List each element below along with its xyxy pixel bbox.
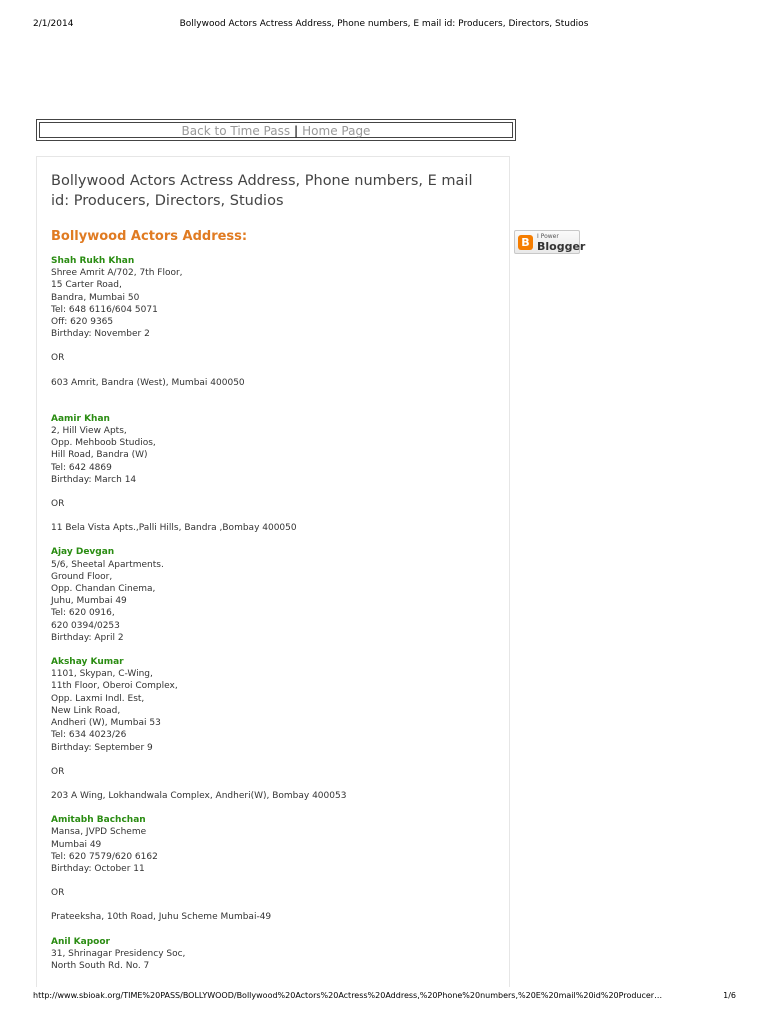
address-line: 5/6, Sheetal Apartments. xyxy=(51,559,164,570)
nav-box xyxy=(36,119,516,141)
or-text: OR xyxy=(51,766,65,777)
address-line: Off: 620 9365 xyxy=(51,317,114,328)
badge-small-text: I Power xyxy=(537,233,559,240)
address-line: New Link Road, xyxy=(51,705,121,716)
address-line: Mumbai 49 xyxy=(51,839,102,850)
alternate-address: 603 Amrit, Bandra (West), Mumbai 400050 xyxy=(51,377,245,388)
or-text: OR xyxy=(51,353,65,364)
actor-name: Akshay Kumar xyxy=(51,657,124,668)
address-line: Andheri (W), Mumbai 53 xyxy=(51,718,161,729)
address-line: Birthday: October 11 xyxy=(51,863,145,874)
actor-entry xyxy=(51,814,491,923)
address-line: 15 Carter Road, xyxy=(51,280,122,291)
print-date: 2/1/2014 xyxy=(33,19,74,29)
address-line: 2, Hill View Apts, xyxy=(51,426,127,437)
actor-entry xyxy=(51,656,491,802)
address-line: Tel: 642 4869 xyxy=(51,462,112,473)
address-line: Opp. Mehboob Studios, xyxy=(51,438,156,449)
nav-separator: | xyxy=(293,124,299,138)
or-text: OR xyxy=(51,888,65,899)
powered-by-blogger-badge[interactable] xyxy=(514,230,586,254)
address-line: Birthday: September 9 xyxy=(51,742,153,753)
actor-entry xyxy=(51,255,491,389)
or-text: OR xyxy=(51,499,65,510)
home-page-link[interactable]: Home Page xyxy=(302,124,371,138)
address-line: North South Rd. No. 7 xyxy=(51,960,150,971)
blogger-icon: B xyxy=(518,235,533,250)
alternate-address: 11 Bela Vista Apts.,Palli Hills, Bandra ,Bombay 400050 xyxy=(51,523,297,534)
address-line: 1101, Skypan, C-Wing, xyxy=(51,669,153,680)
alternate-address: 203 A Wing, Lokhandwala Complex, Andheri(W), Bombay 400053 xyxy=(51,790,347,801)
address-line: Birthday: April 2 xyxy=(51,632,124,643)
actor-entry xyxy=(51,936,491,973)
section-heading: Bollywood Actors Address: xyxy=(51,229,248,244)
address-line: Tel: 620 7579/620 6162 xyxy=(51,851,158,862)
address-line: 11th Floor, Oberoi Complex, xyxy=(51,681,178,692)
address-line: Tel: 620 0916, xyxy=(51,608,115,619)
actor-entry xyxy=(51,546,491,644)
print-page-number: 1/6 xyxy=(723,991,736,1000)
address-line: Tel: 648 6116/604 5071 xyxy=(51,304,158,315)
address-line: Opp. Chandan Cinema, xyxy=(51,584,156,595)
print-url: http://www.sbioak.org/TIME%20PASS/BOLLYWOOD/Bollywood%20Actors%20Actress%20Address,%20Phone%20numbers,%20E%20mail%20id%20Producer… xyxy=(33,991,663,1000)
print-title: Bollywood Actors Actress Address, Phone numbers, E mail id: Producers, Directors, Studios xyxy=(179,19,589,29)
main-content-column xyxy=(36,156,510,987)
address-line: Bandra, Mumbai 50 xyxy=(51,292,140,303)
nav-box-inner xyxy=(39,122,513,138)
post-title: Bollywood Actors Actress Address, Phone numbers, E mail id: Producers, Directors, Studios xyxy=(51,173,473,209)
back-to-time-pass-link[interactable]: Back to Time Pass xyxy=(181,124,291,138)
alternate-address: Prateeksha, 10th Road, Juhu Scheme Mumbai-49 xyxy=(51,912,272,923)
actor-name: Amitabh Bachchan xyxy=(51,815,146,826)
address-line: Hill Road, Bandra (W) xyxy=(51,450,148,461)
actor-name: Aamir Khan xyxy=(51,413,110,424)
actor-name: Ajay Devgan xyxy=(51,547,115,558)
address-line: 620 0394/0253 xyxy=(51,620,120,631)
actor-name: Shah Rukh Khan xyxy=(51,256,135,266)
address-line: Opp. Laxmi Indl. Est, xyxy=(51,693,145,704)
address-line: Tel: 634 4023/26 xyxy=(51,730,127,741)
actor-entry xyxy=(51,413,491,535)
address-line: 31, Shrinagar Presidency Soc, xyxy=(51,948,186,959)
actors-list xyxy=(51,255,491,972)
address-line: Birthday: March 14 xyxy=(51,474,137,485)
address-line: Ground Floor, xyxy=(51,571,113,582)
actor-name: Anil Kapoor xyxy=(51,936,110,947)
address-line: Mansa, JVPD Scheme xyxy=(51,827,147,838)
badge-big-text: Blogger xyxy=(537,240,586,253)
address-line: Birthday: November 2 xyxy=(51,329,150,340)
address-line: Juhu, Mumbai 49 xyxy=(51,596,127,607)
address-line: Shree Amrit A/702, 7th Floor, xyxy=(51,268,183,279)
